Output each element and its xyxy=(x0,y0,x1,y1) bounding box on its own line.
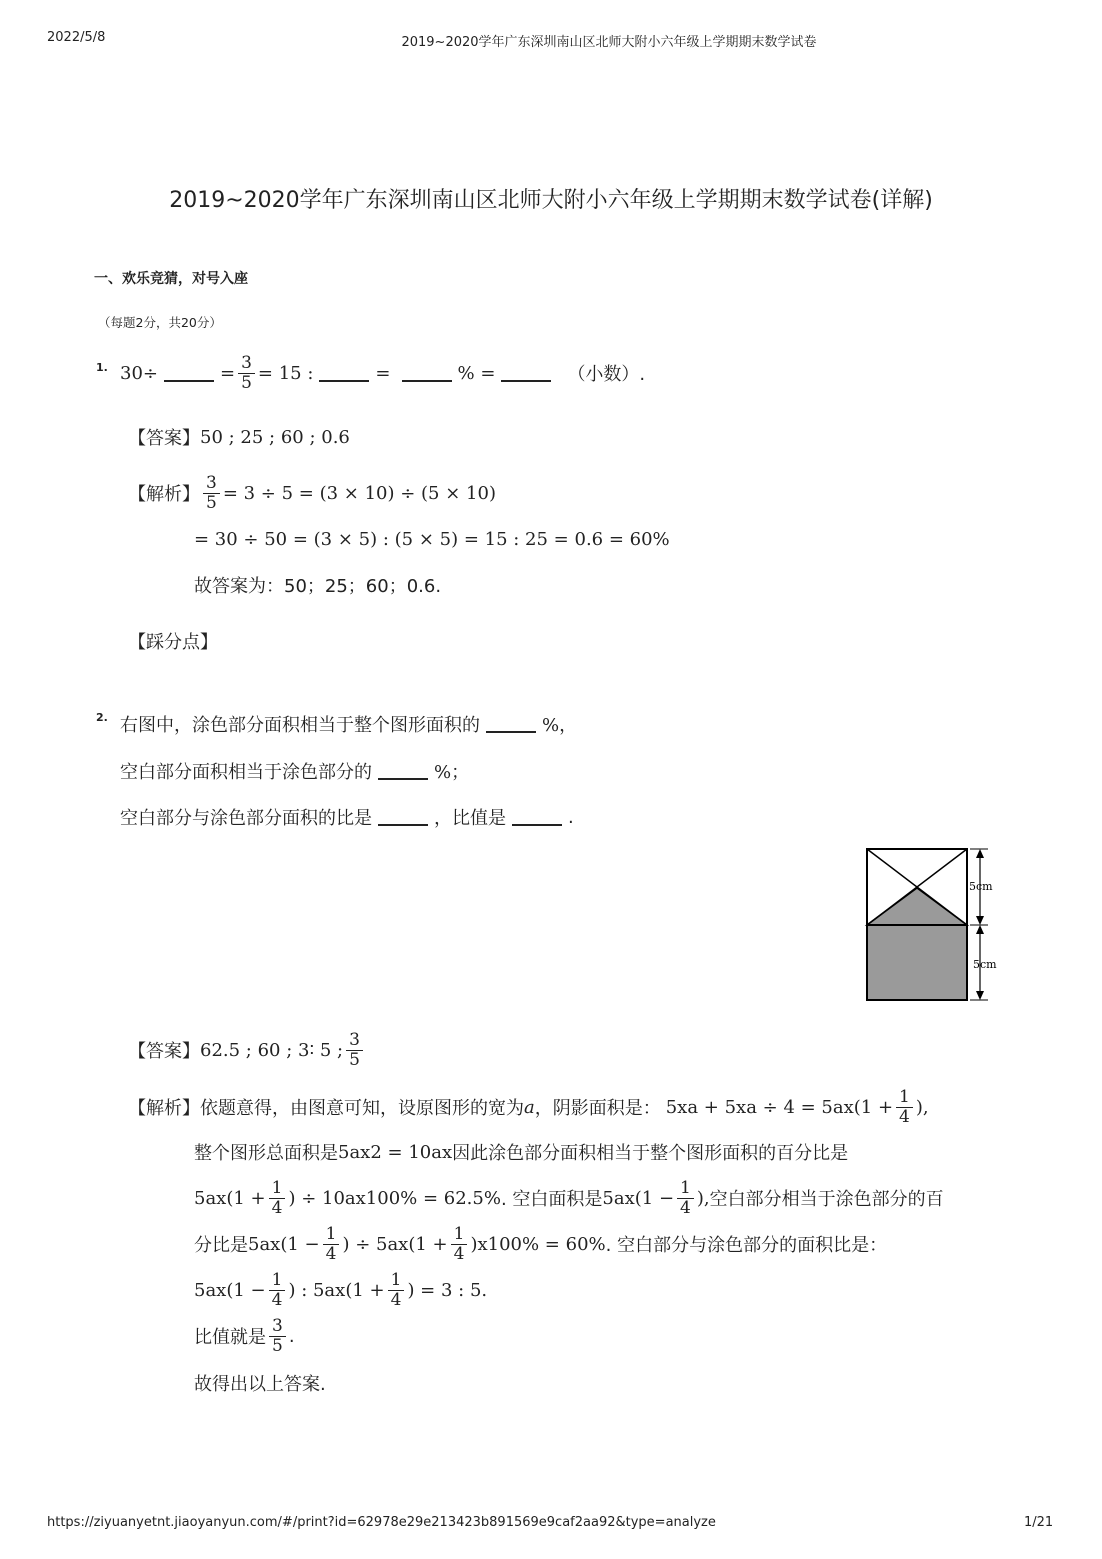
print-date: 2022/5/8 xyxy=(47,30,106,45)
fraction-denominator: 5 xyxy=(349,1049,360,1070)
question-number: 1. xyxy=(96,361,108,374)
answer-blank xyxy=(402,365,452,382)
stem-text: . xyxy=(568,806,574,828)
answer-blank xyxy=(501,365,551,382)
question-2-analysis-line-7 xyxy=(194,1369,326,1397)
stem-part: = xyxy=(375,362,391,384)
fraction-denominator: 5 xyxy=(272,1335,283,1356)
analysis-text: 因此涂色部分面积相当于整个图形面积的百分比是 xyxy=(452,1143,849,1164)
shaded-rectangle xyxy=(867,925,967,1000)
analysis-text: 分比是 xyxy=(194,1235,248,1256)
page-number: 1/21 xyxy=(1024,1515,1054,1530)
answer-blank xyxy=(486,716,536,733)
answer-label: 【答案】 xyxy=(128,428,200,449)
analysis-math: ) = 3 : 5. xyxy=(407,1279,488,1301)
analysis-math: 5ax(1 − xyxy=(194,1279,266,1301)
question-1-analysis-line-3 xyxy=(194,571,441,599)
stem-part: 30÷ xyxy=(120,362,158,384)
section-note: （每题2分，共20分） xyxy=(98,315,222,330)
fraction-numerator: 3 xyxy=(238,354,255,374)
fraction-denominator: 4 xyxy=(899,1106,910,1127)
arrow-up-icon xyxy=(976,849,984,858)
fraction xyxy=(323,1225,340,1264)
fraction xyxy=(238,354,255,393)
question-2-analysis-line-2 xyxy=(194,1138,848,1166)
fraction-numerator: 1 xyxy=(269,1179,286,1199)
fraction xyxy=(451,1225,468,1264)
analysis-math: 5ax(1 − xyxy=(602,1187,675,1209)
fraction-numerator: 1 xyxy=(269,1271,286,1291)
fraction-numerator: 1 xyxy=(677,1179,694,1199)
dimension-label-bottom: 5cm xyxy=(973,958,997,971)
fraction-numerator: 1 xyxy=(451,1225,468,1245)
analysis-math: 5ax2 = 10ax xyxy=(338,1141,453,1163)
fraction xyxy=(677,1179,694,1218)
question-2-analysis-line-4 xyxy=(194,1219,887,1269)
fraction xyxy=(203,474,220,513)
score-points-label: 【踩分点】 xyxy=(128,632,218,653)
analysis-math: ) ÷ 10ax100% = 62.5% xyxy=(288,1187,501,1209)
print-title: 2019~2020学年广东深圳南山区北师大附小六年级上学期期末数学试卷 xyxy=(401,35,817,50)
stem-text: ，比值是 xyxy=(434,808,506,829)
analysis-text: . 空白部分与涂色部分的面积比是： xyxy=(605,1235,888,1256)
analysis-text: 空白部分相当于涂色部分的百 xyxy=(709,1189,944,1210)
question-1-analysis-line-2 xyxy=(194,525,670,553)
question-1-score-points xyxy=(128,627,218,655)
fraction xyxy=(896,1088,913,1127)
question-2-analysis-line-5 xyxy=(194,1265,487,1315)
analysis-text: 比值就是 xyxy=(194,1327,266,1348)
analysis-math: )x100% = 60% xyxy=(470,1233,606,1255)
arrow-down-icon xyxy=(976,916,984,925)
fraction-numerator: 3 xyxy=(203,474,220,494)
analysis-text: 故答案为：50；25；60；0.6. xyxy=(194,576,442,597)
fraction-denominator: 5 xyxy=(206,492,217,513)
analysis-math: = 30 ÷ 50 = (3 × 5) : (5 × 5) = 15 : 25 = 0.6 = 60% xyxy=(194,528,670,550)
analysis-label: 【解析】 xyxy=(128,1098,200,1119)
question-2-analysis-line-3 xyxy=(194,1173,944,1223)
analysis-text: . xyxy=(288,1325,295,1347)
analysis-text: 故得出以上答案. xyxy=(194,1374,326,1395)
analysis-math: 5xa + 5xa ÷ 4 = 5ax(1 + xyxy=(665,1096,894,1118)
dimension-label-top: 5cm xyxy=(969,880,993,893)
fraction-denominator: 4 xyxy=(680,1197,691,1218)
question-2-line-1 xyxy=(120,710,577,738)
analysis-math: 5ax(1 + xyxy=(194,1187,266,1209)
analysis-text: ，阴影面积是： xyxy=(534,1098,661,1119)
shaded-triangle xyxy=(867,888,967,925)
analysis-math: ) ÷ 5ax(1 + xyxy=(342,1233,448,1255)
question-2-analysis-line-1 xyxy=(128,1082,929,1132)
fraction-numerator: 1 xyxy=(388,1271,405,1291)
stem-text: 空白部分面积相当于涂色部分的 xyxy=(120,762,372,783)
answer-blank xyxy=(378,763,428,780)
fraction xyxy=(269,1317,286,1356)
stem-part: = xyxy=(220,362,236,384)
fraction xyxy=(388,1271,405,1310)
answer-blank xyxy=(378,809,428,826)
stem-text: 空白部分与涂色部分面积的比是 xyxy=(120,808,372,829)
analysis-math: ), xyxy=(696,1187,710,1209)
answer-blank xyxy=(512,809,562,826)
fraction-numerator: 3 xyxy=(346,1031,363,1051)
stem-part: （小数）. xyxy=(567,364,646,385)
geometry-figure xyxy=(860,842,1010,1006)
answer-text: 62.5 ; 60 ; 3∶ 5 ; xyxy=(200,1039,344,1061)
fraction-denominator: 4 xyxy=(390,1289,402,1310)
answer-label: 【答案】 xyxy=(128,1041,200,1062)
stem-text: %， xyxy=(542,715,578,736)
answer-blank xyxy=(164,365,214,382)
fraction-numerator: 3 xyxy=(269,1317,286,1337)
question-number: 2. xyxy=(96,711,108,724)
fraction-denominator: 5 xyxy=(241,372,252,393)
arrow-up-icon xyxy=(976,925,984,934)
analysis-text: 整个图形总面积是 xyxy=(194,1143,338,1164)
print-url[interactable]: https://ziyuanyetnt.jiaoyanyun.com/#/print?id=62978e29e213423b891569e9caf2aa92&type=analyze xyxy=(47,1515,716,1530)
page-title: 2019~2020学年广东深圳南山区北师大附小六年级上学期期末数学试卷(详解) xyxy=(169,188,933,213)
analysis-text: 依题意得，由图意可知，设原图形的宽为 xyxy=(200,1098,524,1119)
stem-part: % = xyxy=(457,362,496,384)
analysis-math: ), xyxy=(915,1096,929,1118)
analysis-math: 5ax(1 − xyxy=(248,1233,320,1255)
fraction-denominator: 4 xyxy=(325,1243,337,1264)
fraction xyxy=(269,1271,286,1310)
question-1-answer xyxy=(128,423,350,451)
question-2-answer xyxy=(128,1025,366,1075)
answer-blank xyxy=(319,365,369,382)
fraction-denominator: 4 xyxy=(271,1289,283,1310)
analysis-math: = 3 ÷ 5 = (3 × 10) ÷ (5 × 10) xyxy=(222,482,496,504)
analysis-text: . 空白面积是 xyxy=(500,1189,603,1210)
arrow-down-icon xyxy=(976,991,984,1000)
fraction-numerator: 1 xyxy=(323,1225,340,1245)
question-1-analysis-line-1 xyxy=(128,468,496,518)
analysis-math: ) : 5ax(1 + xyxy=(288,1279,385,1301)
analysis-label: 【解析】 xyxy=(128,484,200,505)
fraction-denominator: 4 xyxy=(271,1197,283,1218)
fraction xyxy=(269,1179,286,1218)
question-2-analysis-line-6 xyxy=(194,1311,295,1361)
question-2-line-3 xyxy=(120,803,574,831)
question-2-line-2 xyxy=(120,757,469,785)
analysis-var: a xyxy=(524,1096,535,1118)
section-heading: 一、欢乐竞猜，对号入座 xyxy=(94,271,248,287)
stem-part: = 15 : xyxy=(257,362,314,384)
fraction-denominator: 4 xyxy=(453,1243,465,1264)
question-1-stem xyxy=(120,348,645,398)
fraction xyxy=(346,1031,363,1070)
answer-text: 50 ; 25 ; 60 ; 0.6 xyxy=(200,426,350,448)
stem-text: 右图中，涂色部分面积相当于整个图形面积的 xyxy=(120,715,480,736)
fraction-numerator: 1 xyxy=(896,1088,913,1108)
stem-text: %； xyxy=(434,762,470,783)
